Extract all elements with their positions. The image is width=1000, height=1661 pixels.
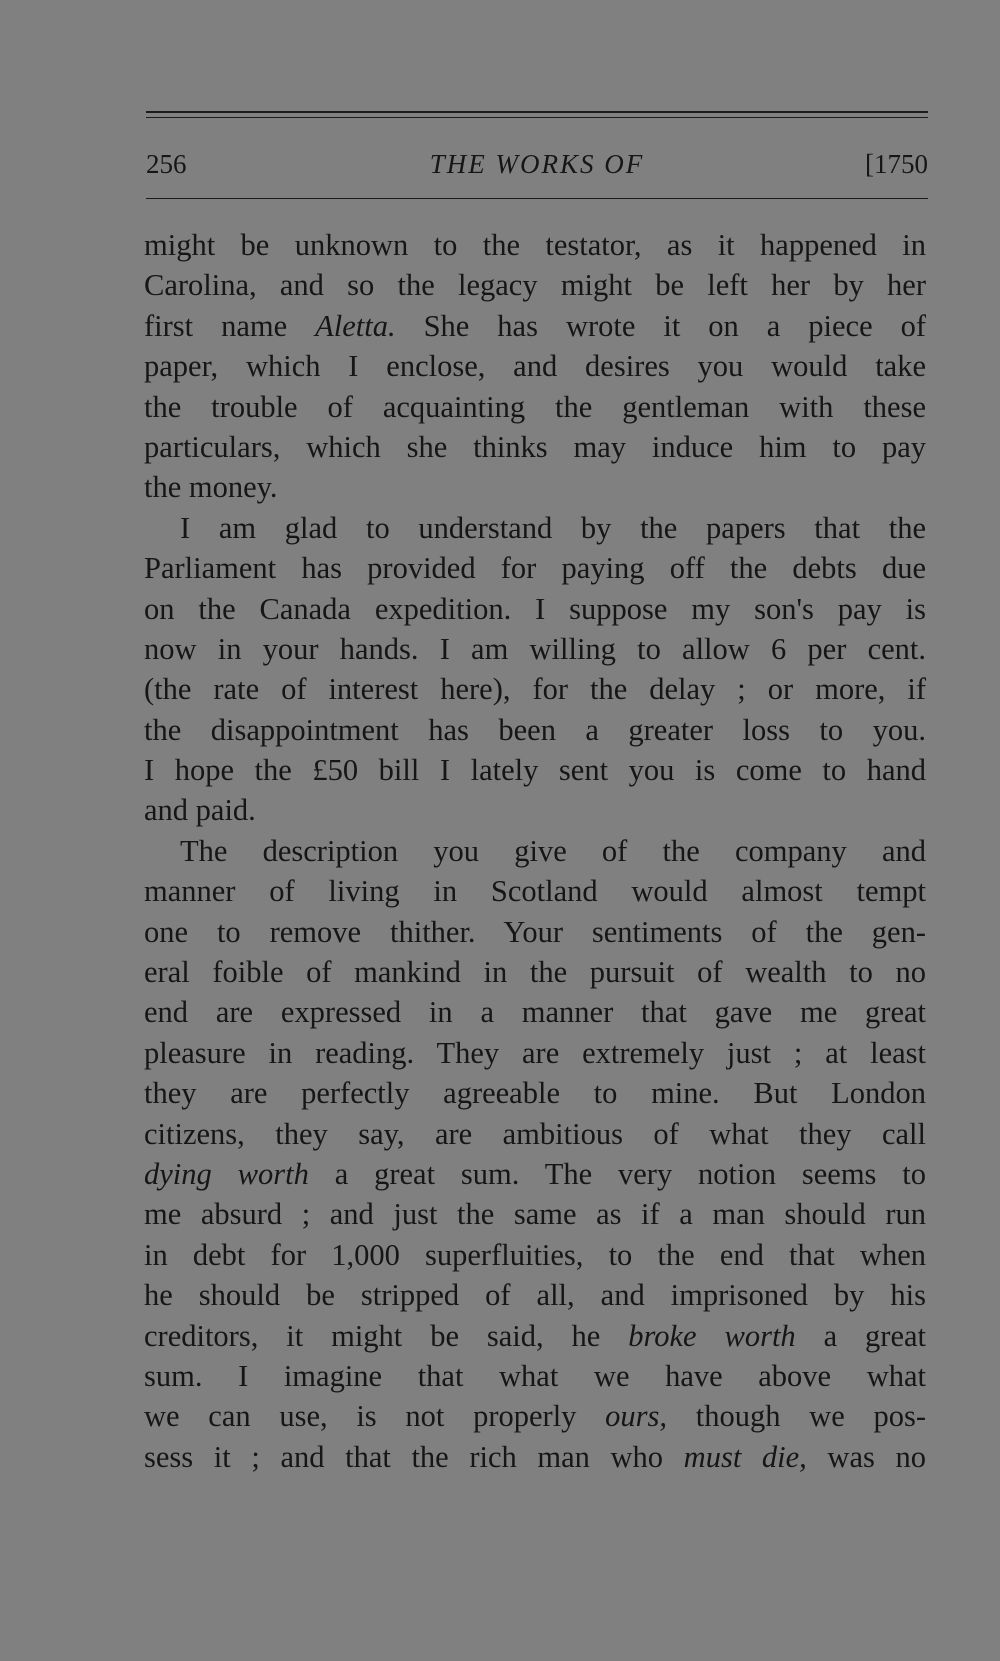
text-segment: and paid. [144, 793, 256, 828]
text-segment: sess it ; and that the rich man who [144, 1439, 684, 1474]
text-segment: manner of living in Scotland would almost tempt [144, 874, 926, 909]
text-line [144, 710, 926, 750]
body-text [144, 225, 926, 1477]
text-segment: She has wrote it on a piece of [395, 308, 926, 343]
top-double-rule-lower [146, 117, 928, 118]
text-line [144, 346, 926, 386]
text-line [144, 1437, 926, 1477]
running-title: THE WORKS OF [429, 149, 645, 179]
text-line [144, 1275, 926, 1315]
text-line [144, 1396, 926, 1436]
text-segment: in debt for 1,000 superfluities, to the end that when [144, 1237, 926, 1272]
text-segment: I am glad to understand by the papers that the [180, 510, 926, 545]
running-head [146, 144, 928, 184]
text-segment: Carolina, and so the legacy might be left her by her [144, 268, 926, 303]
text-segment: eral foible of mankind in the pursuit of wealth to no [144, 955, 926, 990]
text-segment: now in your hands. I am willing to allow 6 per cent. [144, 631, 926, 666]
text-line [144, 306, 926, 346]
text-line [144, 467, 926, 507]
text-line [144, 1316, 926, 1356]
text-line [144, 225, 926, 265]
text-segment: sum. I imagine that what we have above what [144, 1358, 926, 1393]
text-segment: particulars, which she thinks may induce him to pay [144, 429, 926, 464]
header-year: [1750 [865, 149, 928, 179]
text-line [144, 831, 926, 871]
text-line [144, 548, 926, 588]
text-segment: I hope the £50 bill I lately sent you is come to hand [144, 753, 926, 788]
text-segment: might be unknown to the testator, as it happened in [144, 228, 926, 262]
text-segment: on the Canada expedition. I suppose my son's pay is [144, 591, 926, 626]
text-line [144, 1073, 926, 1113]
text-segment: the trouble of acquainting the gentleman with these [144, 389, 926, 424]
text-line [144, 1235, 926, 1275]
text-segment: citizens, they say, are ambitious of what they call [144, 1116, 926, 1151]
text-line [144, 912, 926, 952]
text-line [144, 589, 926, 629]
text-line [144, 750, 926, 790]
text-segment: one to remove thither. Your sentiments of the gen- [144, 914, 926, 949]
text-segment: the money. [144, 470, 278, 505]
text-line [144, 871, 926, 911]
text-line [144, 1356, 926, 1396]
header-underline-rule [146, 198, 928, 199]
text-line [144, 1194, 926, 1234]
italic-text: broke worth [628, 1318, 796, 1353]
text-segment: though we pos- [667, 1399, 926, 1434]
text-segment: we can use, is not properly [144, 1399, 606, 1434]
text-segment: paper, which I enclose, and desires you would take [144, 349, 926, 384]
text-line [144, 1114, 926, 1154]
text-segment: pleasure in reading. They are extremely just ; at least [144, 1035, 926, 1070]
text-segment: me absurd ; and just the same as if a man should run [144, 1197, 926, 1232]
text-line [144, 1154, 926, 1194]
text-segment: the disappointment has been a greater loss to you. [144, 712, 926, 747]
text-line [144, 629, 926, 669]
text-segment: they are perfectly agreeable to mine. But London [144, 1076, 926, 1111]
text-line [144, 1033, 926, 1073]
text-segment: was no [806, 1439, 926, 1474]
text-segment: he should be stripped of all, and imprisoned by his [144, 1278, 926, 1313]
italic-text: Aletta. [315, 308, 396, 343]
text-segment: creditors, it might be said, he [144, 1318, 629, 1353]
text-line [144, 387, 926, 427]
page-number: 256 [146, 149, 187, 179]
text-segment: (the rate of interest here), for the delay ; or more, if [144, 672, 926, 707]
italic-text: ours, [605, 1399, 668, 1434]
text-line [144, 790, 926, 830]
italic-text: dying worth [144, 1156, 309, 1191]
text-line [144, 427, 926, 467]
text-line [144, 952, 926, 992]
text-segment: The description you give of the company and [180, 833, 926, 868]
text-line [144, 265, 926, 305]
top-double-rule-upper [146, 111, 928, 113]
text-line [144, 992, 926, 1032]
text-line [144, 669, 926, 709]
text-line [144, 508, 926, 548]
text-segment: Parliament has provided for paying off the debts due [144, 551, 926, 586]
text-segment: a great [795, 1318, 927, 1353]
text-segment: first name [144, 308, 316, 343]
italic-text: must die, [683, 1439, 807, 1474]
text-segment: end are expressed in a manner that gave me great [144, 995, 926, 1030]
text-segment: a great sum. The very notion seems to [308, 1156, 927, 1191]
